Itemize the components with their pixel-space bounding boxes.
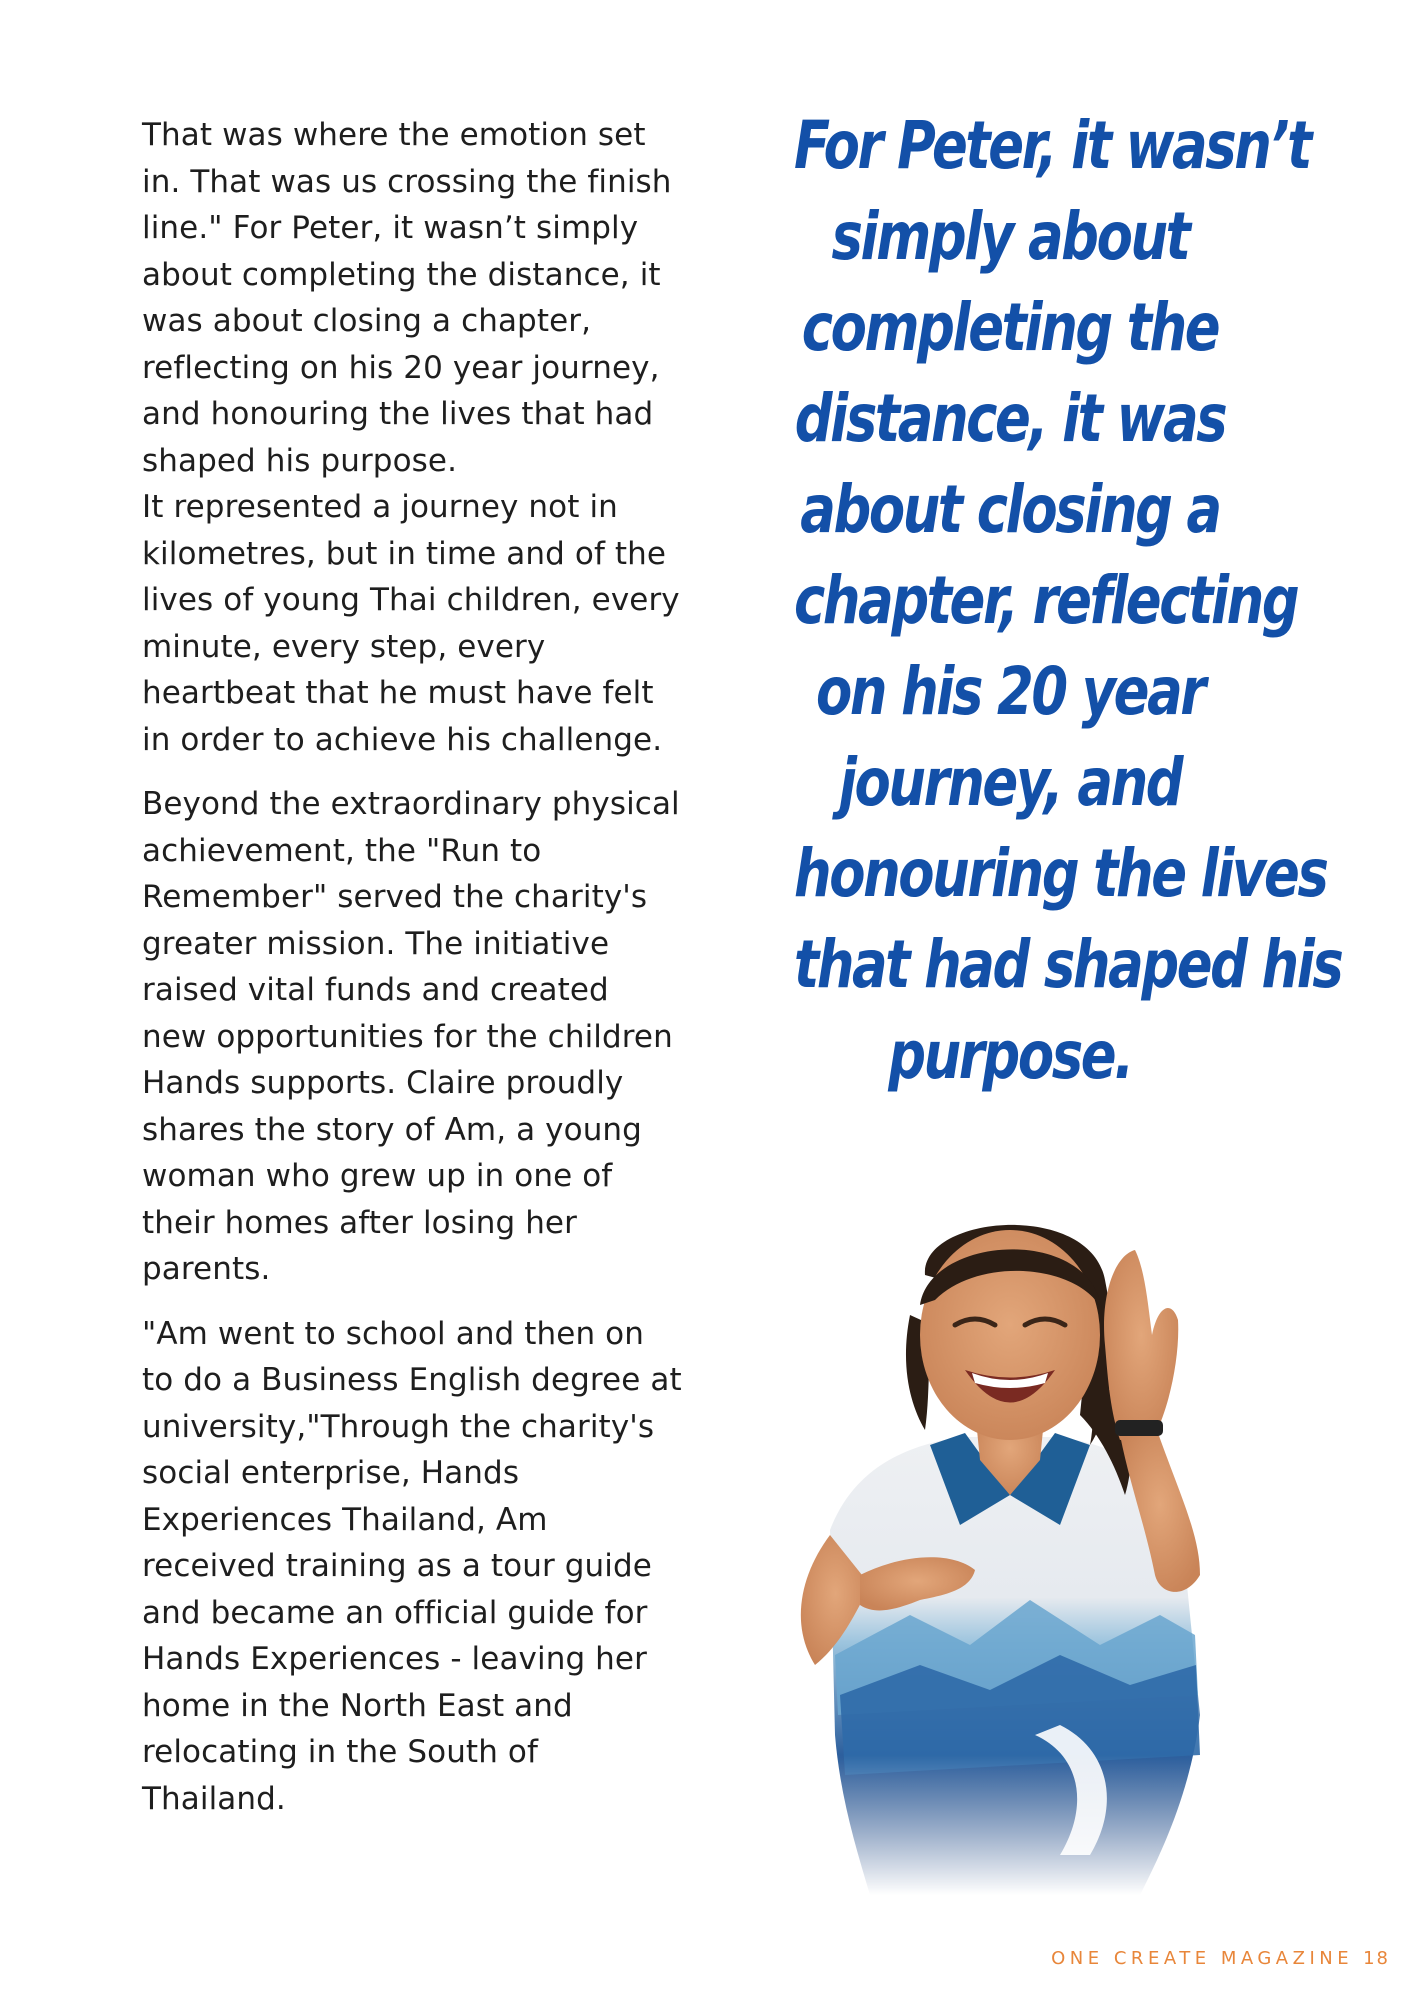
pull-quote-line: For Peter, it wasn’t <box>794 107 1310 184</box>
page-number: 18 <box>1363 1948 1390 1969</box>
article-paragraph: "Am went to school and then on to do a Business English degree at university,"Through the charity's social enterprise, Hands Experiences Thailand, Am received training as a tour guide and became an official guide for Hands Experiences - leaving her home in the North East and relocating in the South of Thailand. <box>142 1315 682 1817</box>
page-footer <box>1051 1948 1390 1969</box>
pull-quote-line: honouring the lives <box>794 835 1327 912</box>
pull-quote-line: chapter, reflecting <box>794 562 1298 639</box>
pull-quote-line: about closing a <box>800 471 1220 548</box>
pull-quote-line: journey, and <box>838 744 1182 821</box>
magazine-name: ONE CREATE MAGAZINE <box>1051 1948 1354 1969</box>
article-paragraph: It represented a journey not in kilometres, but in time and of the lives of young Thai children, every minute, every step, every heartbeat that he must have felt in order to achieve his challenge. <box>142 489 680 758</box>
article-body <box>142 112 682 1822</box>
portrait-photo <box>760 1195 1260 1895</box>
article-paragraph: That was where the emotion set in. That was us crossing the finish line." For Peter, it wasn’t simply about completing the distance, it was about closing a chapter, reflecting on his 20 year journey, and honouring the lives that had shaped his purpose. <box>142 117 672 479</box>
article-paragraph: Beyond the extraordinary physical achievement, the "Run to Remember" served the charity's greater mission. The initiative raised vital funds and created new opportunities for the children Hands supports. Claire proudly shares the story of Am, a young woman who grew up in one of their homes after losing her parents. <box>142 786 680 1287</box>
pull-quote-line: completing the <box>801 289 1219 366</box>
pull-quote-line: on his 20 year <box>816 653 1204 730</box>
pull-quote <box>794 100 1342 1101</box>
pull-quote-line: distance, it was <box>794 380 1226 457</box>
pull-quote-line: simply about <box>831 198 1189 275</box>
pull-quote-line: that had shaped his <box>794 926 1342 1003</box>
pull-quote-line: purpose. <box>888 1017 1132 1094</box>
